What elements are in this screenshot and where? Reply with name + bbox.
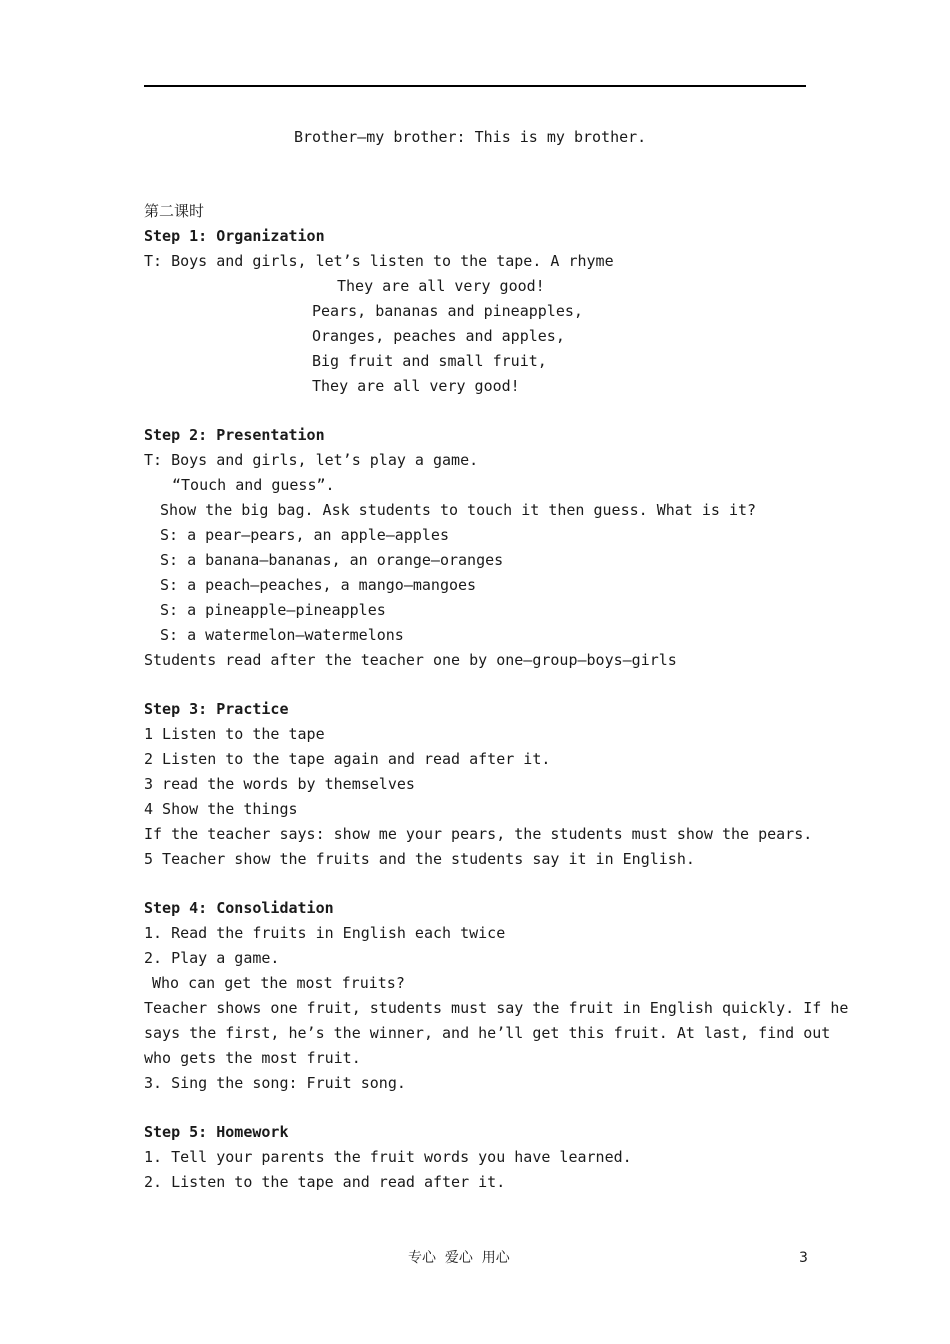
rhyme-line: Oranges, peaches and apples, [312, 327, 565, 345]
step3-heading: Step 3: Practice [144, 700, 289, 718]
step2-heading: Step 2: Presentation [144, 426, 325, 444]
rhyme-line: They are all very good! [312, 377, 520, 395]
header-example-line: Brother—my brother: This is my brother. [294, 128, 647, 146]
rhyme-line: Pears, bananas and pineapples, [312, 302, 583, 320]
page-number: 3 [799, 1250, 808, 1266]
step5-line: 2. Listen to the tape and read after it. [144, 1173, 506, 1191]
step5-line: 1. Tell your parents the fruit words you have learned. [144, 1148, 632, 1166]
step3-line: 3 read the words by themselves [144, 775, 415, 793]
step2-line: S: a pear—pears, an apple—apples [160, 526, 449, 544]
step4-line: Who can get the most fruits? [152, 974, 405, 992]
step3-line: 4 Show the things [144, 800, 298, 818]
step3-line: 2 Listen to the tape again and read after it. [144, 750, 551, 768]
step2-line: S: a watermelon—watermelons [160, 626, 404, 644]
lesson-title: 第二课时 [144, 202, 205, 220]
step2-line: S: a peach—peaches, a mango—mangoes [160, 576, 477, 594]
step1-teacher-line: T: Boys and girls, let’s listen to the tape. A rhyme [144, 252, 614, 270]
step3-line: If the teacher says: show me your pears, the students must show the pears. [144, 825, 813, 843]
footer-motto: 专心 爱心 用心 [408, 1250, 510, 1266]
step1-heading: Step 1: Organization [144, 227, 325, 245]
step2-line: Students read after the teacher one by one—group—boys—girls [144, 651, 677, 669]
step3-line: 1 Listen to the tape [144, 725, 325, 743]
step4-line: says the first, he’s the winner, and he’ll get this fruit. At last, find out [144, 1024, 831, 1042]
step3-line: 5 Teacher show the fruits and the students say it in English. [144, 850, 695, 868]
step4-heading: Step 4: Consolidation [144, 899, 334, 917]
rhyme-line: Big fruit and small fruit, [312, 352, 547, 370]
step2-line: T: Boys and girls, let’s play a game. [144, 451, 479, 469]
header-rule [144, 85, 806, 87]
step2-line: “Touch and guess”. [172, 476, 335, 494]
step4-line: 2. Play a game. [144, 949, 280, 967]
step2-line: S: a pineapple—pineapples [160, 601, 386, 619]
step4-line: 1. Read the fruits in English each twice [144, 924, 506, 942]
step4-line: who gets the most fruit. [144, 1049, 361, 1067]
rhyme-line: They are all very good! [337, 277, 545, 295]
step2-line: Show the big bag. Ask students to touch it then guess. What is it? [160, 501, 757, 519]
step2-line: S: a banana—bananas, an orange—oranges [160, 551, 504, 569]
step4-line: Teacher shows one fruit, students must say the fruit in English quickly. If he [144, 999, 849, 1017]
step5-heading: Step 5: Homework [144, 1123, 289, 1141]
step4-line: 3. Sing the song: Fruit song. [144, 1074, 406, 1092]
